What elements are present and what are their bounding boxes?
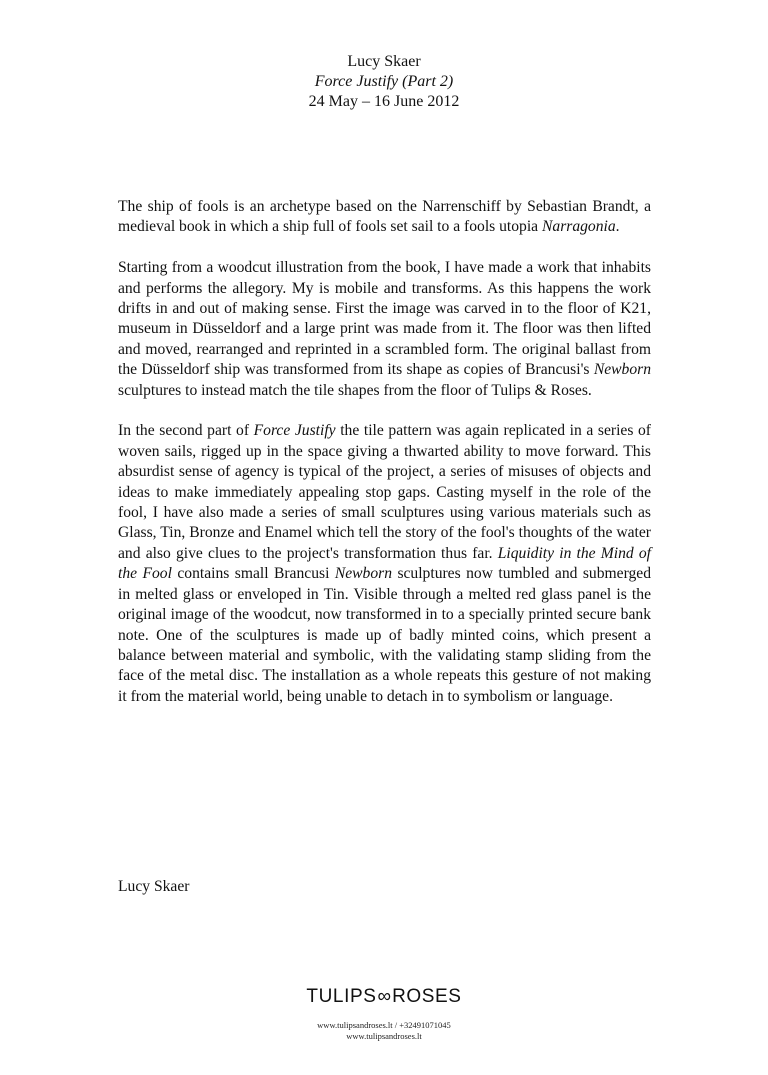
footer-website-phone: www.tulipsandroses.lt / +32491071045	[317, 1020, 451, 1030]
italic-title-run: Force Justify	[253, 422, 336, 440]
logo-word-tulips: TULIPS	[306, 986, 377, 1007]
italic-title-run: Newborn	[593, 361, 651, 379]
text-run: contains small Brancusi	[171, 565, 335, 583]
signature: Lucy Skaer	[118, 878, 190, 895]
body-text	[118, 197, 651, 728]
italic-title-run: Narragonia	[542, 218, 616, 236]
text-run: sculptures now tumbled and submerged in melted glass or enveloped in Tin. Visible through a melted red glass panel is the original image of the woodcut, now transformed in to a specially printed secure bank note. One of the sculptures is made up of badly minted coins, which present a balance between material and symbolic, with the validating stamp sliding from the face of the metal disc. The installation as a whole repeats this gesture of not making it from the material world, being unable to detach in to symbolism or language.	[118, 565, 651, 705]
text-run: Starting from a woodcut illustration from the book, I have made a work that inhabits and performs the allegory. My is mobile and transforms. As this happens the work drifts in and out of making sense. First the image was carved in to the floor of K21, museum in Düsseldorf and a large print was made from it. The floor was then lifted and moved, rearranged and reprinted in a scrambled form. The original ballast from the Düsseldorf ship was transformed from its shape as copies of Brancusi's	[118, 259, 651, 379]
infinity-icon: ∞	[377, 986, 392, 1007]
exhibition-title: Force Justify (Part 2)	[314, 73, 454, 90]
text-run: the tile pattern was again replicated in a series of woven sails, rigged up in the space giving a thwarted ability to move forward. This absurdist sense of agency is typical of the project, a series of misuses of objects and ideas to make immediately appealing stop gaps. Casting myself in the role of the fool, I have also made a series of small sculptures using various materials such as Glass, Tin, Bronze and Enamel which tell the story of the fool's thoughts of the water and also give clues to the project's transformation thus far.	[118, 422, 651, 562]
text-run: The ship of fools is an archetype based on the Narrenschiff by Sebastian Brandt, a medieval book in which a ship full of fools set sail to a fools utopia	[118, 198, 651, 236]
text-run: sculptures to instead match the tile shapes from the floor of Tulips & Roses.	[118, 381, 592, 399]
artist-name: Lucy Skaer	[347, 53, 421, 70]
footer-website: www.tulipsandroses.lt	[346, 1031, 422, 1041]
exhibition-dates: 24 May – 16 June 2012	[308, 93, 460, 110]
paragraph-1	[118, 197, 651, 238]
document-header	[0, 52, 768, 112]
italic-title-run: Newborn	[334, 565, 393, 583]
tulips-roses-logo	[0, 985, 768, 1009]
text-run: .	[615, 218, 620, 236]
paragraph-3	[118, 421, 651, 707]
text-run: In the second part of	[118, 422, 254, 440]
paragraph-2	[118, 258, 651, 401]
footer-contact	[0, 1020, 768, 1042]
logo-word-roses: ROSES	[392, 986, 462, 1007]
italic-title-run: Liquidity in the Mind of the Fool	[118, 544, 651, 583]
